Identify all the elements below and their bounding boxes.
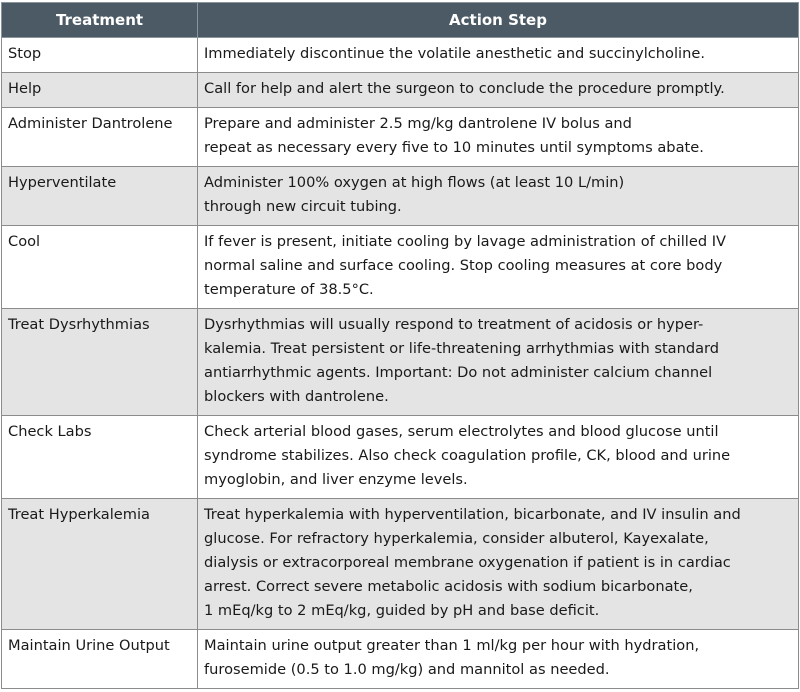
action-step-line: If fever is present, initiate cooling by lavage administration of chilled IV	[204, 233, 727, 250]
table-row	[2, 108, 799, 167]
treatment-cell: Stop	[2, 38, 198, 73]
table-row	[2, 73, 799, 108]
action-step-line: Administer 100% oxygen at high flows (at least 10 L/min)	[204, 174, 625, 191]
treatment-table	[1, 2, 799, 689]
table-row	[2, 499, 799, 630]
table-body	[2, 38, 799, 689]
header-treatment: Treatment	[2, 3, 198, 38]
action-step-cell	[198, 226, 799, 309]
action-step-line: Dysrhythmias will usually respond to treatment of acidosis or hyper-	[204, 316, 704, 333]
table-row	[2, 309, 799, 416]
action-step-cell	[198, 73, 799, 108]
action-step-line: Treat hyperkalemia with hyperventilation, bicarbonate, and IV insulin and	[204, 506, 741, 523]
header-action-step: Action Step	[198, 3, 799, 38]
action-step-cell	[198, 499, 799, 630]
action-step-cell	[198, 108, 799, 167]
action-step-line: antiarrhythmic agents. Important: Do not administer calcium channel	[204, 364, 713, 381]
action-step-line: furosemide (0.5 to 1.0 mg/kg) and mannitol as needed.	[204, 661, 610, 678]
table-row	[2, 38, 799, 73]
treatment-cell: Administer Dantrolene	[2, 108, 198, 167]
action-step-line: Call for help and alert the surgeon to conclude the procedure promptly.	[204, 80, 725, 97]
action-step-line: dialysis or extracorporeal membrane oxygenation if patient is in cardiac	[204, 554, 731, 571]
action-step-line: repeat as necessary every five to 10 minutes until symptoms abate.	[204, 139, 704, 156]
treatment-table-container	[1, 2, 799, 689]
action-step-line: through new circuit tubing.	[204, 198, 402, 215]
table-row	[2, 167, 799, 226]
action-step-line: blockers with dantrolene.	[204, 388, 389, 405]
action-step-cell	[198, 38, 799, 73]
action-step-line: Maintain urine output greater than 1 ml/kg per hour with hydration,	[204, 637, 700, 654]
table-row	[2, 416, 799, 499]
action-step-line: arrest. Correct severe metabolic acidosis with sodium bicarbonate,	[204, 578, 693, 595]
action-step-line: 1 mEq/kg to 2 mEq/kg, guided by pH and base deficit.	[204, 602, 600, 619]
treatment-cell: Help	[2, 73, 198, 108]
treatment-cell: Check Labs	[2, 416, 198, 499]
treatment-cell: Cool	[2, 226, 198, 309]
action-step-cell	[198, 630, 799, 689]
table-row	[2, 226, 799, 309]
table-header	[2, 3, 799, 38]
action-step-cell	[198, 167, 799, 226]
action-step-line: temperature of 38.5°C.	[204, 281, 374, 298]
action-step-line: glucose. For refractory hyperkalemia, consider albuterol, Kayexalate,	[204, 530, 709, 547]
treatment-cell: Treat Hyperkalemia	[2, 499, 198, 630]
header-row	[2, 3, 799, 38]
action-step-line: kalemia. Treat persistent or life-threatening arrhythmias with standard	[204, 340, 720, 357]
action-step-line: myoglobin, and liver enzyme levels.	[204, 471, 468, 488]
action-step-line: syndrome stabilizes. Also check coagulation profile, CK, blood and urine	[204, 447, 731, 464]
treatment-cell: Treat Dysrhythmias	[2, 309, 198, 416]
treatment-cell: Maintain Urine Output	[2, 630, 198, 689]
action-step-cell	[198, 416, 799, 499]
table-row	[2, 630, 799, 689]
action-step-line: Check arterial blood gases, serum electrolytes and blood glucose until	[204, 423, 719, 440]
action-step-line: normal saline and surface cooling. Stop cooling measures at core body	[204, 257, 723, 274]
action-step-cell	[198, 309, 799, 416]
action-step-line: Prepare and administer 2.5 mg/kg dantrolene IV bolus and	[204, 115, 632, 132]
action-step-line: Immediately discontinue the volatile anesthetic and succinylcholine.	[204, 45, 705, 62]
treatment-cell: Hyperventilate	[2, 167, 198, 226]
